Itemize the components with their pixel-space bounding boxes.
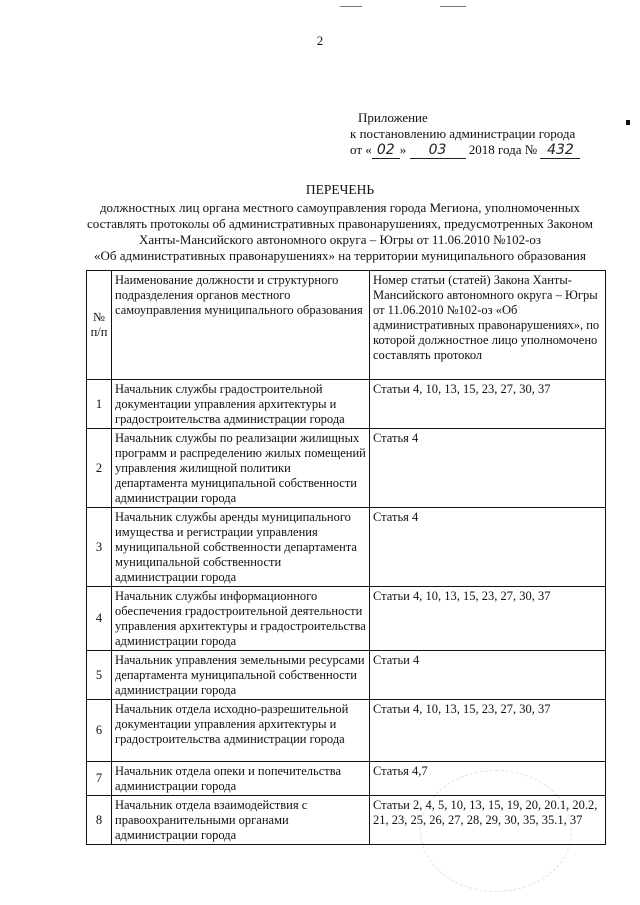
handwritten-decree-number: 432 <box>540 142 580 159</box>
date-year: 2018 года № <box>468 142 538 157</box>
table-row <box>87 508 606 587</box>
row-position: Начальник службы информационного обеспечения градостроительной деятельности управления архитектуры и градостроительства администрации города <box>112 587 370 651</box>
faint-seal-stamp <box>420 770 572 892</box>
appendix-date-line <box>350 142 580 159</box>
row-articles: Статьи 4, 10, 13, 15, 23, 27, 30, 37 <box>370 380 606 429</box>
document-title-block <box>0 182 640 264</box>
title-line-4: «Об административных правонарушениях» на территории муниципального образования <box>94 248 586 263</box>
title-line-1: должностных лиц органа местного самоуправления города Мегиона, уполномоченных <box>99 200 581 215</box>
table-row <box>87 651 606 700</box>
row-num: 4 <box>87 587 112 651</box>
title-line-2: составлять протоколы об административных правонарушениях, предусмотренных Законом <box>86 216 593 231</box>
table-row <box>87 587 606 651</box>
row-articles: Статья 4 <box>370 429 606 508</box>
row-position: Начальник службы аренды муниципального имущества и регистрации управления муниципальной собственности департамента муниципальной собственности администрации города <box>112 508 370 587</box>
row-position: Начальник службы по реализации жилищных программ и распределению жилых помещений управления жилищной политики департамента муниципальной собственности администрации города <box>112 429 370 508</box>
row-articles: Статьи 4, 10, 13, 15, 23, 27, 30, 37 <box>370 587 606 651</box>
row-articles: Статья 4 <box>370 508 606 587</box>
row-num: 3 <box>87 508 112 587</box>
handwritten-month: 03 <box>410 142 466 159</box>
table-header-row <box>87 271 606 380</box>
row-articles: Статья 4,7 <box>370 762 606 796</box>
row-articles: Статьи 4 <box>370 651 606 700</box>
handwritten-day: 02 <box>372 142 400 159</box>
row-num: 6 <box>87 700 112 762</box>
date-quote-close: » <box>399 142 407 157</box>
appendix-label: Приложение <box>358 110 428 125</box>
row-position: Начальник службы градостроительной документации управления архитектуры и градостроительства администрации города <box>112 380 370 429</box>
header-articles: Номер статьи (статей) Закона Ханты-Мансийского автономного округа – Югры от 11.06.2010 №102-оз «Об административных правонарушениях», по которой должностное лицо уполномочено составлять протокол <box>370 271 606 380</box>
row-position: Начальник отдела опеки и попечительства администрации города <box>112 762 370 796</box>
top-scan-marks <box>340 6 480 10</box>
appendix-block <box>350 110 580 159</box>
row-num: 5 <box>87 651 112 700</box>
header-num: № п/п <box>87 271 112 380</box>
row-num: 7 <box>87 762 112 796</box>
table-row <box>87 429 606 508</box>
scan-edge-mark <box>626 120 630 125</box>
row-articles: Статьи 4, 10, 13, 15, 23, 27, 30, 37 <box>370 700 606 762</box>
title-line-3: Ханты-Мансийского автономного округа – Югры от 11.06.2010 №102-оз <box>138 232 542 247</box>
page-number: 2 <box>316 33 324 48</box>
table-row <box>87 380 606 429</box>
row-num: 2 <box>87 429 112 508</box>
row-num: 8 <box>87 796 112 845</box>
date-prefix: от « <box>350 142 372 157</box>
row-position: Начальник отдела взаимодействия с правоохранительными органами администрации города <box>112 796 370 845</box>
row-articles: Статьи 2, 4, 5, 10, 13, 15, 19, 20, 20.1, 20.2, 21, 23, 25, 26, 27, 28, 29, 30, 35, 35.1, 37 <box>370 796 606 845</box>
table-row <box>87 700 606 762</box>
appendix-decree-ref: к постановлению администрации города <box>350 126 576 141</box>
row-position: Начальник отдела исходно-разрешительной документации управления архитектуры и градостроительства администрации города <box>112 700 370 762</box>
document-title: ПЕРЕЧЕНЬ <box>305 182 375 197</box>
row-position: Начальник управления земельными ресурсами департамента муниципальной собственности администрации города <box>112 651 370 700</box>
row-num: 1 <box>87 380 112 429</box>
officials-table <box>86 270 606 845</box>
header-position: Наименование должности и структурного подразделения органов местного самоуправления муниципального образования <box>112 271 370 380</box>
